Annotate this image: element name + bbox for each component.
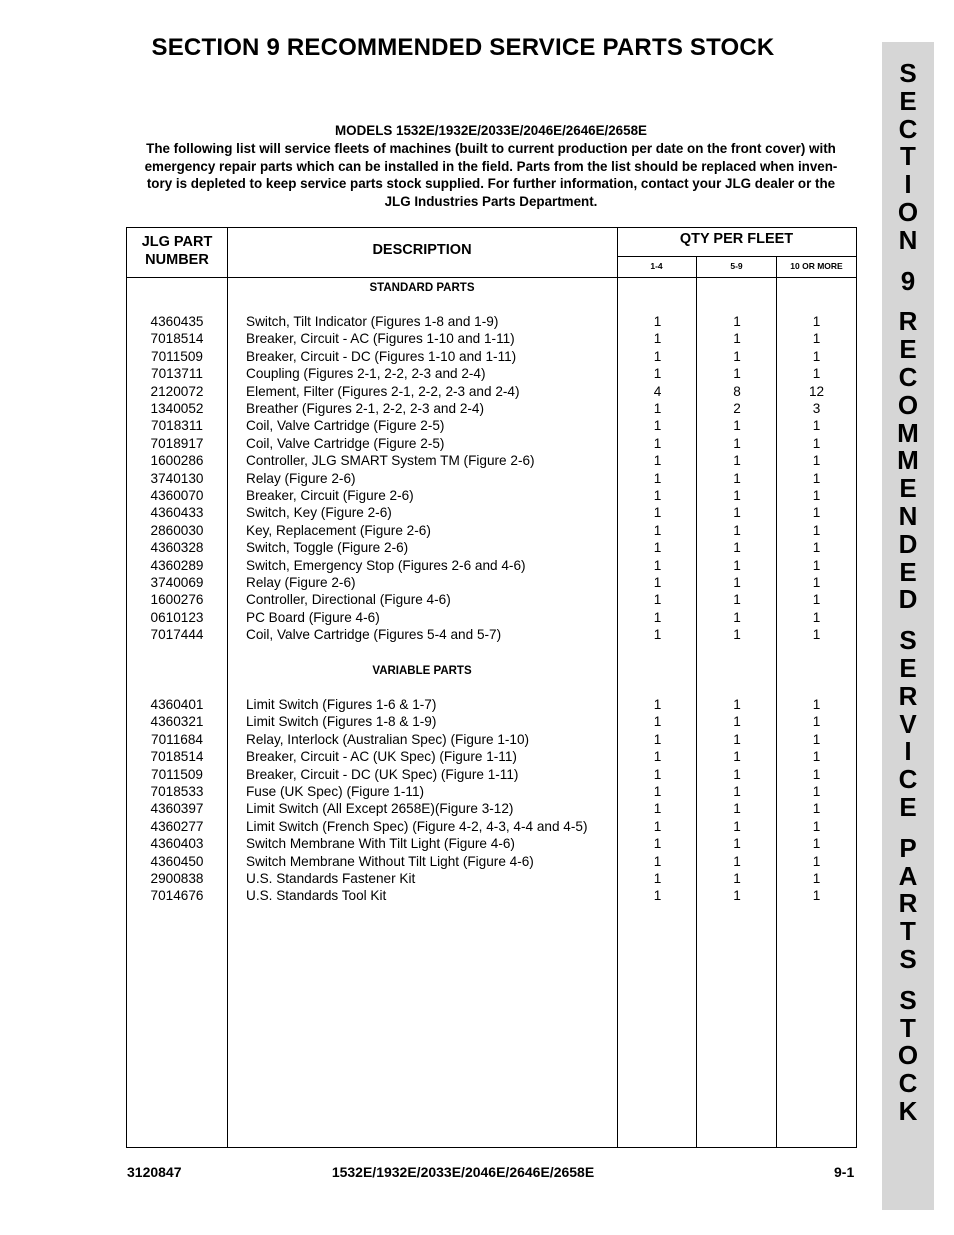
qty-1-4-cell: 1 [653,522,662,538]
qty-5-9-cell: 1 [733,714,741,730]
intro-line: tory is depleted to keep service parts stock supplied. For further information, contact your JLG dealer or the [146,176,836,192]
side-tab-letter: K [898,1095,918,1126]
side-tab-letter: E [899,652,917,683]
table-row [127,539,856,556]
part-number-cell: 2120072 [150,383,204,399]
footer-models: 1532E/1932E/2033E/2046E/2646E/2658E [331,1164,595,1180]
part-number-cell: 4360450 [150,853,204,869]
qty-10-plus-cell: 1 [812,627,821,643]
page-title: SECTION 9 RECOMMENDED SERVICE PARTS STOCK [151,34,775,61]
qty-1-4-cell: 1 [653,401,662,416]
qty-1-4-cell: 1 [653,714,662,730]
side-tab-letter: C [898,361,918,392]
qty-col-5-9-header: 5-9 [730,261,743,271]
side-tab-letter: C [898,764,918,795]
side-tab-letter: A [898,860,918,891]
qty-10-plus-cell: 1 [812,871,821,886]
qty-1-4-cell: 1 [653,435,662,451]
description-cell: Coil, Valve Cartridge (Figures 5-4 and 5-7) [246,627,502,643]
qty-10-plus-cell: 1 [812,331,821,347]
side-tab-letter: S [899,984,917,1015]
qty-10-plus-cell: 1 [812,505,821,521]
description-cell: Relay, Interlock (Australian Spec) (Figure 1-10) [246,731,530,747]
qty-5-9-cell: 1 [733,871,741,886]
side-tab-letter: E [899,473,917,504]
table-row [127,557,856,574]
intro-block [126,122,856,211]
part-number-cell: 4360403 [150,836,204,852]
part-number-cell: 2860030 [150,522,204,538]
qty-5-9-cell: 1 [733,697,741,712]
qty-1-4-cell: 1 [653,540,662,556]
table-row [127,887,856,904]
intro-line: JLG Industries Parts Department. [384,194,598,210]
qty-5-9-cell: 1 [733,818,741,834]
qty-5-9-cell: 1 [733,557,741,573]
description-cell: Breaker, Circuit - DC (Figures 1-10 and 1-11) [246,348,517,364]
qty-col-1-4-header: 1-4 [650,261,663,271]
part-number-cell: 7011509 [151,348,203,364]
description-cell: Switch Membrane Without Tilt Light (Figure 4-6) [246,853,534,869]
qty-1-4-cell: 1 [653,836,662,852]
part-number-cell: 1600276 [150,592,204,608]
description-cell: Limit Switch (French Spec) (Figure 4-2, 4-3, 4-4 and 4-5) [246,818,588,834]
qty-10-plus-cell: 1 [812,731,821,747]
part-number-cell: 4360401 [150,697,204,712]
qty-1-4-cell: 1 [653,627,662,643]
qty-1-4-cell: 1 [653,488,662,503]
table-row [127,713,856,730]
table-row [127,435,856,452]
qty-1-4-cell: 1 [653,575,662,590]
table-row [127,313,856,330]
qty-1-4-cell: 1 [653,470,662,486]
table-row [127,383,856,400]
side-tab-text [882,60,934,1126]
qty-5-9-cell: 1 [733,836,741,852]
side-tab-letter: O [897,1040,919,1071]
qty-5-9-cell: 1 [733,348,741,364]
qty-10-plus-cell: 1 [812,609,821,625]
part-number-cell: 4360321 [150,714,204,730]
table-row [127,452,856,469]
description-cell: Controller, JLG SMART System TM (Figure 2-6) [246,453,535,469]
variable-parts-heading: VARIABLE PARTS [372,665,472,677]
qty-1-4-cell: 1 [653,505,662,521]
description-cell: Coupling (Figures 2-1, 2-2, 2-3 and 2-4) [246,366,486,382]
part-number-cell: 7011509 [151,766,203,782]
intro-line: The following list will service fleets of machines (built to current production per date on the front cover) with [146,140,836,156]
qty-5-9-cell: 2 [733,401,741,416]
qty-5-9-cell: 1 [733,609,741,625]
qty-1-4-cell: 4 [653,383,662,399]
description-header: DESCRIPTION [372,242,472,258]
part-number-cell: 7013711 [151,366,203,382]
qty-col-10-plus-header: 10 OR MORE [790,261,843,271]
description-cell: Breaker, Circuit - AC (Figures 1-10 and 1-11) [246,331,515,347]
qty-5-9-cell: 1 [733,749,741,765]
side-tab-letter: N [898,500,918,531]
side-tab-letter: E [899,791,917,822]
description-cell: Switch, Emergency Stop (Figures 2-6 and 4-6) [246,557,526,573]
qty-1-4-cell: 1 [653,801,662,817]
side-tab-letter: R [898,888,918,919]
qty-5-9-cell: 1 [733,731,741,747]
part-number-cell: 3740069 [150,575,204,590]
description-cell: Element, Filter (Figures 2-1, 2-2, 2-3 and 2-4) [246,383,520,399]
description-cell: Limit Switch (All Except 2658E)(Figure 3-12) [246,801,514,817]
qty-5-9-cell: 1 [733,488,741,503]
description-cell: U.S. Standards Tool Kit [246,888,387,904]
qty-1-4-cell: 1 [653,871,662,886]
part-number-cell: 4360328 [150,540,204,556]
side-tab-letter: E [899,334,917,365]
qty-5-9-cell: 1 [733,435,741,451]
part-number-header [127,233,227,269]
part-number-cell: 1600286 [150,453,204,469]
description-cell: Coil, Valve Cartridge (Figure 2-5) [246,435,445,451]
side-tab-letter: T [900,1012,916,1043]
qty-10-plus-cell: 3 [812,401,821,416]
qty-10-plus-cell: 1 [812,749,821,765]
side-tab-letter: M [897,445,919,476]
description-cell: Breather (Figures 2-1, 2-2, 2-3 and 2-4) [246,401,485,416]
qty-10-plus-cell: 1 [812,592,821,608]
qty-1-4-cell: 1 [653,453,662,469]
qty-5-9-cell: 1 [733,470,741,486]
header-bottom-rule [127,277,856,278]
table-row [127,835,856,852]
qty-5-9-cell: 1 [733,418,741,434]
table-row [127,417,856,434]
part-number-cell: 2900838 [150,871,204,886]
side-tab-letter: E [899,556,917,587]
description-cell: Relay (Figure 2-6) [246,575,356,590]
qty-1-4-cell: 1 [653,418,662,434]
qty-10-plus-cell: 1 [812,522,821,538]
qty-10-plus-cell: 1 [812,766,821,782]
side-tab-letter: C [898,113,918,144]
table-row [127,766,856,783]
qty-1-4-cell: 1 [653,592,662,608]
part-number-cell: 7014676 [150,888,204,904]
qty-10-plus-cell: 1 [812,314,821,329]
part-number-cell: 3740130 [150,470,204,486]
parts-table [126,227,857,1148]
side-tab-letter: M [897,417,919,448]
qty-5-9-cell: 1 [733,801,741,817]
qty-5-9-cell: 1 [733,766,741,782]
table-row [127,870,856,887]
table-row [127,853,856,870]
qty-5-9-cell: 1 [733,888,741,904]
qty-1-4-cell: 1 [653,331,662,347]
qty-1-4-cell: 1 [653,314,662,329]
part-number-cell: 7018514 [150,749,204,765]
qty-10-plus-cell: 1 [812,836,821,852]
part-number-header-line1: JLG PART [141,234,213,250]
description-cell: Switch Membrane With Tilt Light (Figure 4-6) [246,836,515,852]
qty-10-plus-cell: 1 [812,801,821,817]
description-cell: Controller, Directional (Figure 4-6) [246,592,451,608]
side-tab-letter: N [898,224,918,255]
qty-1-4-cell: 1 [653,888,662,904]
qty-10-plus-cell: 1 [812,453,821,469]
part-number-cell: 0610123 [150,609,204,625]
qty-5-9-cell: 1 [733,592,741,608]
qty-1-4-cell: 1 [653,366,662,382]
qty-10-plus-cell: 1 [812,470,821,486]
side-tab-letter: D [898,528,918,559]
qty-10-plus-cell: 1 [812,818,821,834]
side-tab-letter: I [904,169,912,200]
side-tab-letter: T [900,141,916,172]
footer-page-number: 9-1 [834,1164,855,1180]
side-tab-letter: P [899,832,917,863]
side-tab-letter: S [899,625,917,656]
part-number-cell: 4360433 [150,505,204,521]
qty-10-plus-cell: 1 [812,366,821,382]
qty-5-9-cell: 1 [733,453,741,469]
qty-5-9-cell: 1 [733,314,741,329]
intro-line: emergency repair parts which can be installed in the field. Parts from the list should be replaced when inven- [144,158,838,174]
table-row [127,470,856,487]
qty-5-9-cell: 1 [733,366,741,382]
side-tab-letter: R [898,306,918,337]
side-tab-letter: D [898,584,918,615]
qty-10-plus-cell: 1 [812,488,821,503]
table-row [127,783,856,800]
qty-5-9-cell: 1 [733,331,741,347]
side-tab-letter: S [899,943,917,974]
qty-5-9-cell: 1 [733,784,741,799]
qty-10-plus-cell: 12 [808,383,825,399]
qty-1-4-cell: 1 [653,784,662,799]
standard-parts-heading: STANDARD PARTS [369,282,475,294]
section-side-tab [882,42,934,1210]
description-cell: Breaker, Circuit - AC (UK Spec) (Figure 1-11) [246,749,517,765]
side-tab-letter: I [904,736,912,767]
description-cell: Relay (Figure 2-6) [246,470,356,486]
qty-5-9-cell: 1 [733,540,741,556]
table-row [127,609,856,626]
qty-1-4-cell: 1 [653,749,662,765]
part-number-cell: 7018533 [150,784,204,799]
table-row [127,504,856,521]
description-cell: Limit Switch (Figures 1-8 & 1-9) [246,714,437,730]
table-row [127,626,856,643]
table-row [127,522,856,539]
part-number-cell: 7018917 [150,435,204,451]
qty-10-plus-cell: 1 [812,540,821,556]
table-row [127,800,856,817]
description-cell: Breaker, Circuit - DC (UK Spec) (Figure 1-11) [246,766,519,782]
header-divider [617,256,856,257]
qty-10-plus-cell: 1 [812,714,821,730]
qty-5-9-cell: 1 [733,575,741,590]
table-row [127,696,856,713]
part-number-cell: 4360435 [150,314,204,329]
description-cell: Fuse (UK Spec) (Figure 1-11) [246,784,425,799]
part-number-header-line2: NUMBER [145,252,209,268]
qty-10-plus-cell: 1 [812,557,821,573]
side-tab-letter: R [898,680,918,711]
side-tab-letter: S [899,58,917,88]
description-cell: Breaker, Circuit (Figure 2-6) [246,488,414,503]
table-row [127,731,856,748]
qty-5-9-cell: 8 [733,383,741,399]
table-row [127,487,856,504]
side-tab-letter: O [897,389,919,420]
description-cell: Coil, Valve Cartridge (Figure 2-5) [246,418,445,434]
description-cell: Switch, Key (Figure 2-6) [246,505,392,521]
qty-10-plus-cell: 1 [812,697,821,712]
qty-1-4-cell: 1 [653,853,662,869]
part-number-cell: 4360397 [150,801,204,817]
table-row [127,330,856,347]
table-row [127,348,856,365]
part-number-cell: 7018514 [150,331,204,347]
table-row [127,574,856,591]
side-tab-letter: T [900,916,916,947]
qty-10-plus-cell: 1 [812,888,821,904]
qty-10-plus-cell: 1 [812,575,821,590]
table-row [127,818,856,835]
part-number-cell: 7011684 [151,731,203,747]
side-tab-letter: V [899,708,917,739]
description-cell: PC Board (Figure 4-6) [246,609,380,625]
qty-10-plus-cell: 1 [812,348,821,364]
side-tab-letter: E [899,85,917,116]
table-row [127,591,856,608]
qty-1-4-cell: 1 [653,609,662,625]
qty-1-4-cell: 1 [653,731,662,747]
part-number-cell: 4360289 [150,557,204,573]
qty-5-9-cell: 1 [733,853,741,869]
qty-1-4-cell: 1 [653,818,662,834]
table-row [127,365,856,382]
description-cell: Switch, Tilt Indicator (Figures 1-8 and 1-9) [246,314,499,329]
qty-5-9-cell: 1 [733,627,741,643]
footer-doc-number: 3120847 [127,1164,182,1180]
qty-1-4-cell: 1 [653,766,662,782]
side-tab-letter: O [897,196,919,227]
description-cell: Limit Switch (Figures 1-6 & 1-7) [246,697,437,712]
part-number-cell: 4360070 [150,488,204,503]
qty-per-fleet-header: QTY PER FLEET [679,231,794,247]
qty-10-plus-cell: 1 [812,784,821,799]
part-number-cell: 7018311 [151,418,203,434]
qty-5-9-cell: 1 [733,505,741,521]
side-tab-letter: C [898,1068,918,1099]
part-number-cell: 7017444 [150,627,204,643]
table-row [127,400,856,417]
part-number-cell: 1340052 [150,401,204,416]
qty-1-4-cell: 1 [653,348,662,364]
table-row [127,748,856,765]
qty-10-plus-cell: 1 [812,853,821,869]
qty-10-plus-cell: 1 [812,418,821,434]
qty-10-plus-cell: 1 [812,435,821,451]
qty-1-4-cell: 1 [653,697,662,712]
part-number-cell: 4360277 [150,818,204,834]
qty-5-9-cell: 1 [733,522,741,538]
models-line: MODELS 1532E/1932E/2033E/2046E/2646E/2658E [335,123,647,138]
side-tab-letter: 9 [900,265,916,296]
description-cell: Switch, Toggle (Figure 2-6) [246,540,409,556]
qty-1-4-cell: 1 [653,557,662,573]
description-cell: Key, Replacement (Figure 2-6) [246,522,431,538]
description-cell: U.S. Standards Fastener Kit [246,871,416,886]
